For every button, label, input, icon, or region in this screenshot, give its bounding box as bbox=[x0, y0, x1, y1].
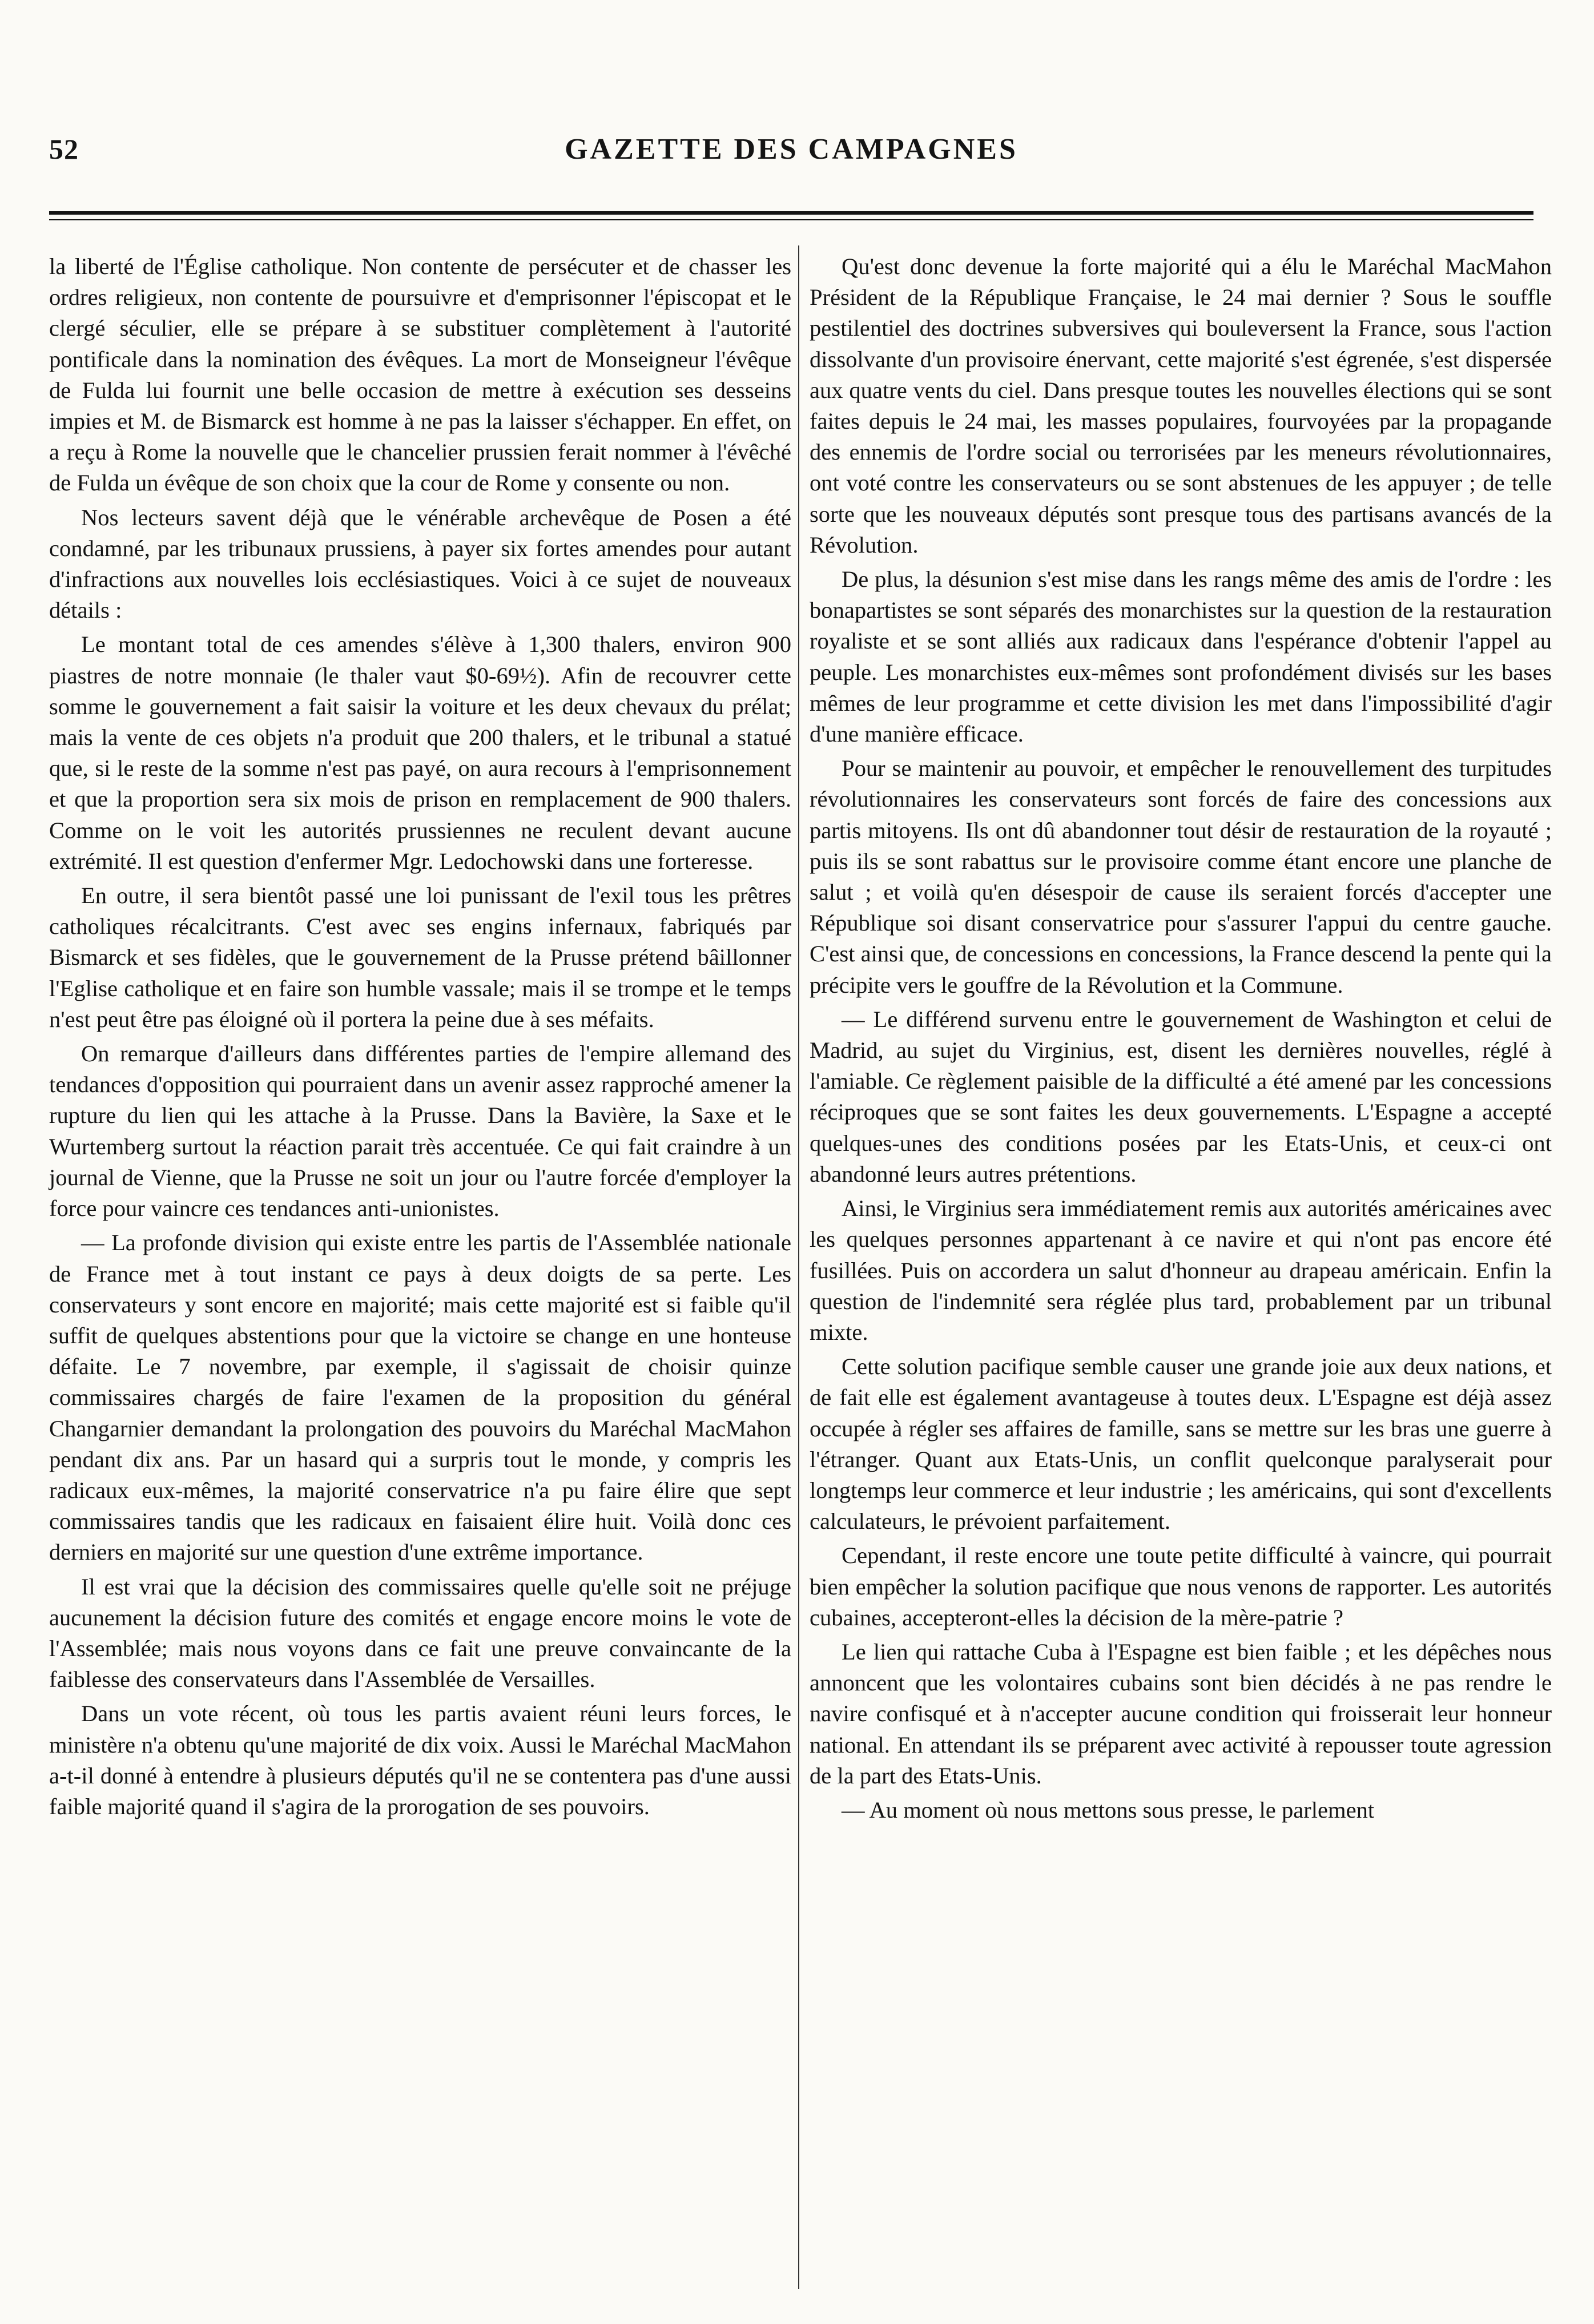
article-paragraph: De plus, la désunion s'est mise dans les rangs même des amis de l'ordre : les bonapartistes se sont séparés des monarchistes sur la question de la restauration royaliste et se sont alliés aux radicaux dans l'espérance d'obtenir l'appel au peuple. Les monarchistes eux-mêmes sont profondément divisés sur les bases mêmes de leur programme et cette division les met dans l'impossibilité d'agir d'une manière efficace. bbox=[810, 566, 1552, 747]
article-paragraph: — La profonde division qui existe entre les partis de l'Assemblée nationale de France met à tout instant ce pays à deux doigts de sa perte. Les conservateurs y sont encore en majorité; mais cette majorité est si faible qu'il suffit de quelques abstentions pour que la victoire se change en une honteuse défaite. Le 7 novembre, par exemple, il s'agissait de choisir quinze commissaires chargés de faire l'examen de la proposition du général Changarnier demandant la prolongation des pouvoirs du Maréchal MacMahon pendant dix ans. Par un hasard qui a surpris tout le monde, y compris les radicaux eux-mêmes, la majorité conservatrice n'a pu faire élire que sept commissaires tandis que les radicaux en faisaient élire huit. Voilà donc ces derniers en majorité sur une question d'une extrême importance. bbox=[49, 1230, 791, 1565]
article-paragraph: — Au moment où nous mettons sous presse, le parlement bbox=[842, 1797, 1375, 1823]
article-paragraph: Qu'est donc devenue la forte majorité qui a élu le Maréchal MacMahon Président de la République Française, le 24 mai dernier ? Sous le souffle pestilentiel des doctrines subversives qui bouleversent la France, sous l'action dissolvante d'un provisoire énervant, cette majorité s'est égrenée, s'est dispersée aux quatre vents du ciel. Dans presque toutes les nouvelles élections qui se sont faites depuis le 24 mai, les masses populaires, fourvoyées par la propagande des ennemis de l'ordre social ou terrorisées par les meneurs révolutionnaires, ont voté contre les conservateurs ou se sont abstenues de les appuyer ; de telle sorte que les nouveaux députés sont presque tous des partisans avancés de la Révolution. bbox=[810, 253, 1552, 558]
article-paragraph: Le montant total de ces amendes s'élève à 1,300 thalers, environ 900 piastres de notre monnaie (le thaler vaut $0-69½). Afin de recouvrer cette somme le gouvernement a fait saisir la voiture et les deux chevaux du prélat; mais la vente de ces objets n'a produit que 200 thalers, et le tribunal a statué que, si le reste de la somme n'est pas payé, on aura recours à l'emprisonnement et que la proportion sera six mois de prison en remplacement de 900 thalers. Comme on le voit les autorités prussiennes ne reculent devant aucune extrémité. Il est question d'enfermer Mgr. Ledochowski dans une forteresse. bbox=[49, 631, 791, 874]
article-paragraph: Cette solution pacifique semble causer une grande joie aux deux nations, et de fait elle est également avantageuse à toutes deux. L'Espagne est déjà assez occupée à régler ses affaires de famille, sans se mettre sur les bras une guerre à l'étranger. Quant aux Etats-Unis, un conflit quelconque paralyserait pour longtemps leur commerce et leur industrie ; les américains, qui sont d'excellents calculateurs, le prévoient parfaitement. bbox=[810, 1354, 1552, 1534]
article-paragraph: Le lien qui rattache Cuba à l'Espagne est bien faible ; et les dépêches nous annoncent que les volontaires cubains sont bien décidés à ne pas rendre le navire confisqué et à n'accepter aucune condition qui froisserait leur honneur national. En attendant ils se préparent avec activité à repousser toute agression de la part des Etats-Unis. bbox=[810, 1638, 1552, 1789]
article-paragraph: Nos lecteurs savent déjà que le vénérable archevêque de Posen a été condamné, par les tribunaux prussiens, à payer six fortes amendes pour autant d'infractions aux nouvelles lois ecclésiastiques. Voici à ce sujet de nouveaux détails : bbox=[49, 504, 791, 623]
article-paragraph: Ainsi, le Virginius sera immédiatement remis aux autorités américaines avec les quelques personnes appartenant à ce navire et qui n'ont pas encore été fusillées. Puis on accordera un salut d'honneur au drapeau américain. Enfin la question de l'indemnité sera réglée plus tard, probablement par un tribunal mixte. bbox=[810, 1195, 1552, 1345]
column-divider bbox=[798, 245, 799, 2289]
article-paragraph: Dans un vote récent, où tous les partis avaient réuni leurs forces, le ministère n'a obtenu qu'une majorité de dix voix. Aussi le Maréchal MacMahon a-t-il donné à entendre à plusieurs députés qu'il ne se contentera pas d'une aussi faible majorité quand il s'agira de la prorogation de ses pouvoirs. bbox=[49, 1701, 791, 1819]
right-column bbox=[810, 251, 1552, 1829]
masthead-title: GAZETTE DES CAMPAGNES bbox=[565, 133, 1018, 166]
article-paragraph: la liberté de l'Église catholique. Non contente de persécuter et de chasser les ordres religieux, non contente de poursuivre et d'emprisonner l'épiscopat et le clergé séculier, elle se prépare à se substituer complètement à l'autorité pontificale dans la nomination des évêques. La mort de Monseigneur l'évêque de Fulda lui fournit une belle occasion de mettre à exécution ses desseins impies et M. de Bismarck est homme à ne pas la laisser s'échapper. En effet, on a reçu à Rome la nouvelle que le chancelier prussien ferait nommer à l'évêché de Fulda un évêque de son choix que la cour de Rome y consente ou non. bbox=[49, 253, 791, 496]
article-paragraph: On remarque d'ailleurs dans différentes parties de l'empire allemand des tendances d'opposition qui pourraient dans un avenir assez rapproché amener la rupture du lien qui les attache à la Prusse. Dans la Bavière, la Saxe et le Wurtemberg surtout la réaction parait très accentuée. Ce qui fait craindre à un journal de Vienne, que la Prusse ne soit un jour ou l'autre forcée d'employer la force pour vaincre ces tendances anti-unionistes. bbox=[49, 1041, 791, 1222]
page-header bbox=[49, 132, 1533, 172]
article-paragraph: Cependant, il reste encore une toute petite difficulté à vaincre, qui pourrait bien empêcher la solution pacifique que nous venons de rapporter. Les autorités cubaines, accepteront-elles la décision de la mère-patrie ? bbox=[810, 1542, 1552, 1630]
header-rule-thick bbox=[49, 211, 1533, 215]
page-number: 52 bbox=[49, 133, 79, 165]
article-paragraph: Pour se maintenir au pouvoir, et empêcher le renouvellement des turpitudes révolutionnaires les conservateurs sont forcés de faire des concessions aux partis mitoyens. Ils ont dû abandonner tout désir de restauration de la royauté ; puis ils se sont rabattus sur le provisoire comme étant encore une planche de salut ; et voilà qu'en désespoir de cause ils seraient forcés d'accepter une République soi disant conservatrice pour s'assurer l'appui du centre gauche. C'est ainsi que, de concessions en concessions, la France descend la pente qui la précipite vers le gouffre de la Révolution et la Commune. bbox=[810, 755, 1552, 998]
article-paragraph: Il est vrai que la décision des commissaires quelle qu'elle soit ne préjuge aucunement la décision future des comités et engage encore moins le vote de l'Assemblée; mais nous voyons dans ce fait une preuve convaincante de la faiblesse des conservateurs dans l'Assemblée de Versailles. bbox=[49, 1573, 791, 1693]
article-paragraph: En outre, il sera bientôt passé une loi punissant de l'exil tous les prêtres catholiques récalcitrants. C'est avec ses engins infernaux, fabriqués par Bismarck et ses fidèles, que le gouvernement de la Prusse prétend bâillonner l'Eglise catholique et en faire son humble vassale; mais il se trompe et le temps n'est peut être pas éloigné où il portera la peine due à ses méfaits. bbox=[49, 883, 791, 1032]
left-column bbox=[49, 251, 791, 1826]
header-rule-thin bbox=[49, 219, 1533, 220]
article-paragraph: — Le différend survenu entre le gouvernement de Washington et celui de Madrid, au sujet du Virginius, est, disent les dernières nouvelles, réglé à l'amiable. Ce règlement paisible de la difficulté a été amené par les concessions réciproques que se sont faites les deux gouvernements. L'Espagne a accepté quelques-unes des conditions posées par les Etats-Unis, et ceux-ci ont abandonné leurs autres prétentions. bbox=[810, 1006, 1552, 1187]
